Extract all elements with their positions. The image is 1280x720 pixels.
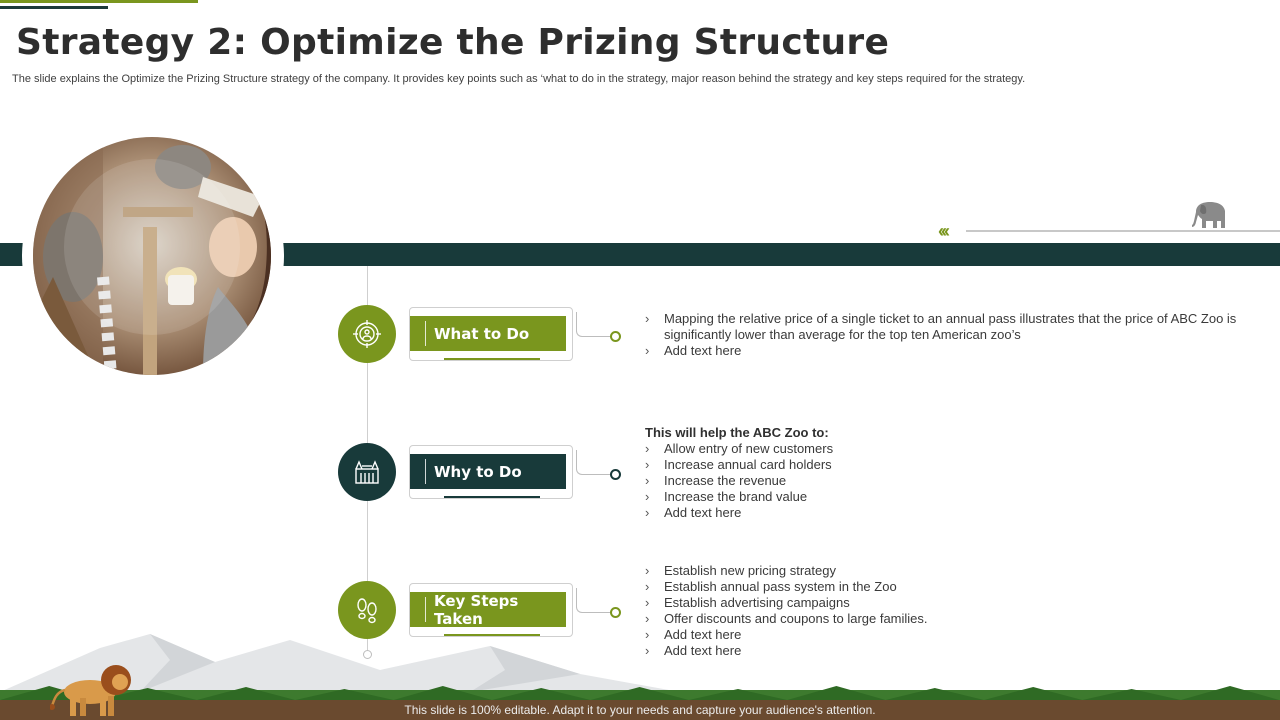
what-to-do-icon-circle — [338, 305, 396, 363]
list-item: › Add text here — [645, 627, 1245, 643]
what-to-do-bullets — [645, 311, 1245, 359]
why-to-do-icon-circle — [338, 443, 396, 501]
track-line — [966, 230, 1280, 232]
elephant-icon — [1190, 200, 1230, 232]
zoo-photo — [33, 137, 271, 375]
target-person-icon — [352, 319, 382, 349]
what-to-do-label — [410, 316, 566, 351]
what-to-do-label-text: What to Do — [434, 324, 530, 343]
list-item: › Allow entry of new customers — [645, 441, 1245, 457]
list-item: › Increase the brand value — [645, 489, 1245, 505]
list-item: › Increase annual card holders — [645, 457, 1245, 473]
key-steps-label — [410, 592, 566, 627]
page-subtitle: The slide explains the Optimize the Prizing Structure strategy of the company. It provides key points such as ‘what to do in the strategy, major reason behind the strategy and key steps required for the strategy. — [12, 73, 1026, 85]
list-item: › Add text here — [645, 505, 1245, 521]
label-tick — [425, 597, 426, 622]
page-title: Strategy 2: Optimize the Prizing Structure — [16, 22, 890, 63]
list-item: › Mapping the relative price of a single ticket to an annual pass illustrates that the price of ABC Zoo is significantly lower than average for the top ten American zoo’s — [645, 311, 1245, 343]
label-underline — [444, 358, 540, 360]
key-steps-label-text: Key Steps Taken — [434, 591, 519, 628]
list-item: › Establish new pricing strategy — [645, 563, 1245, 579]
footer-note: This slide is 100% editable. Adapt it to your needs and capture your audience's attention. — [404, 703, 876, 717]
list-item: › Add text here — [645, 643, 1245, 659]
label-underline — [444, 496, 540, 498]
why-to-do-label — [410, 454, 566, 489]
key-steps-label-frame — [409, 583, 573, 637]
list-item: › Establish advertising campaigns — [645, 595, 1245, 611]
chevrons-left-icon: ‹‹‹ — [938, 221, 947, 241]
list-item: › Offer discounts and coupons to large families. — [645, 611, 1245, 627]
connector-dot — [610, 331, 621, 342]
connector-dot — [610, 469, 621, 480]
zoo-gate-icon — [352, 457, 382, 487]
what-to-do-label-frame — [409, 307, 573, 361]
top-accent-dark — [0, 6, 108, 9]
connector-line — [576, 312, 613, 337]
label-tick — [425, 321, 426, 346]
list-item: › Increase the revenue — [645, 473, 1245, 489]
label-tick — [425, 459, 426, 484]
connector-line — [576, 450, 613, 475]
list-item: › Add text here — [645, 343, 1245, 359]
list-item: › Establish annual pass system in the Zoo — [645, 579, 1245, 595]
footprints-icon — [352, 595, 382, 625]
why-to-do-bullets — [645, 425, 1245, 521]
why-to-do-label-frame — [409, 445, 573, 499]
grass-strip — [0, 686, 1280, 700]
top-accent-green — [0, 0, 198, 3]
why-to-do-label-text: Why to Do — [434, 462, 522, 481]
key-steps-bullets — [645, 563, 1245, 659]
connector-dot — [610, 607, 621, 618]
why-to-do-heading: This will help the ABC Zoo to: — [645, 425, 829, 440]
connector-line — [576, 588, 613, 613]
